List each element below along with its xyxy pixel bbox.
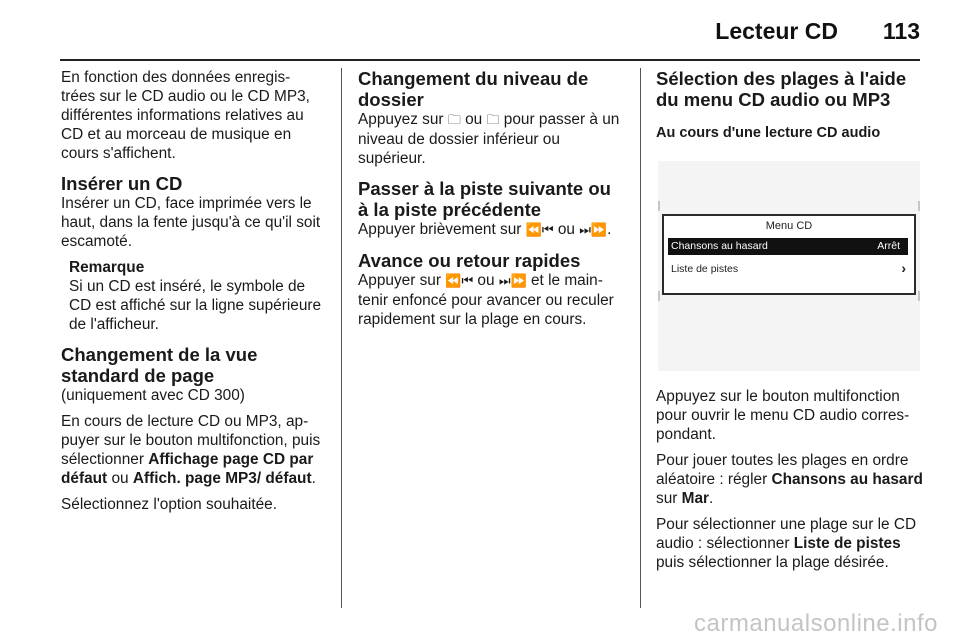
paragraph-piste-suivante bbox=[358, 220, 626, 240]
column-divider-1 bbox=[341, 68, 342, 608]
page-title: Lecteur CD bbox=[715, 18, 838, 44]
heading-piste-suivante: Passer à la piste suivante ou à la piste précédente bbox=[358, 178, 611, 220]
paragraph-liste-pistes bbox=[656, 515, 924, 572]
menu-item-label: Chansons au hasard bbox=[671, 240, 768, 252]
paragraph-option: Sélectionnez l'option souhaitée. bbox=[61, 496, 277, 513]
text-segment: et le main- tenir enfoncé pour avancer ou reculer rapidement sur la plage en cours. bbox=[358, 272, 614, 328]
heading-avance-retour: Avance ou retour rapides bbox=[358, 250, 581, 271]
paragraph-vue-standard bbox=[61, 412, 326, 488]
column-divider-2 bbox=[640, 68, 641, 608]
paragraph-cd300: (uniquement avec CD 300) bbox=[61, 387, 245, 404]
subheading-lecture-cd: Au cours d'une lecture CD audio bbox=[656, 125, 881, 141]
menu-item-liste-de-pistes bbox=[668, 261, 908, 278]
note-text: Si un CD est inséré, le symbole de CD est affiché sur la ligne supérieure de l'afficheur. bbox=[69, 278, 322, 333]
option-liste-de-pistes: Liste de pistes bbox=[793, 535, 901, 552]
heading-niveau-dossier: Changement du niveau de dossier bbox=[358, 68, 589, 110]
paragraph-inserer-cd: Insérer un CD, face imprimée vers le haut, dans la fente jusqu'à ce qu'il soit escamoté. bbox=[61, 195, 321, 250]
heading-selection-plages: Sélection des plages à l'aide du menu CD audio ou MP3 bbox=[656, 68, 907, 110]
text-segment: . bbox=[709, 490, 714, 507]
value-mar: Mar bbox=[681, 490, 710, 507]
intro-paragraph: En fonction des données enregis- trées sur le CD audio ou le CD MP3, différentes informations relatives au CD et au morceau de musique en cours s'affichent. bbox=[61, 69, 310, 162]
heading-vue-standard: Changement de la vue standard de page bbox=[61, 344, 258, 386]
menu-item-label: Liste de pistes bbox=[671, 263, 739, 275]
menu-cd-title: Menu CD bbox=[765, 220, 813, 232]
text-segment: ou bbox=[473, 272, 499, 289]
watermark: carmanualsonline.info bbox=[694, 610, 938, 637]
folder-down-icon: 🗀 bbox=[447, 113, 461, 128]
text-segment: ou bbox=[460, 111, 487, 128]
page-header bbox=[0, 0, 960, 62]
text-segment: . bbox=[607, 221, 612, 238]
folder-up-icon: 🗀 bbox=[486, 113, 500, 128]
heading-inserer-cd: Insérer un CD bbox=[61, 173, 183, 194]
column-right bbox=[656, 68, 924, 579]
text-segment: puis sélectionner la plage désirée. bbox=[656, 554, 889, 571]
text-segment: Appuyer brièvement sur bbox=[358, 221, 526, 238]
previous-track-icon: ⏪⏮ bbox=[525, 223, 554, 238]
paragraph-niveau-dossier bbox=[358, 110, 626, 168]
paragraph-menu-cd: Appuyez sur le bouton multifonction pour ouvrir le menu CD audio corres- pondant. bbox=[656, 388, 910, 443]
header-divider bbox=[60, 59, 920, 61]
text-segment: . bbox=[311, 470, 316, 487]
text-segment: Appuyer sur bbox=[358, 272, 446, 289]
next-track-icon: ⏭⏩ bbox=[579, 223, 608, 238]
fast-forward-icon: ⏭⏩ bbox=[498, 274, 527, 289]
paragraph-avance-retour bbox=[358, 271, 626, 329]
text-segment: pour passer à un niveau de dossier inférieur ou supérieur. bbox=[358, 111, 620, 167]
rewind-icon: ⏪⏮ bbox=[445, 274, 474, 289]
column-middle bbox=[358, 68, 626, 336]
figure-corner-mark bbox=[918, 291, 920, 301]
menu-item-chansons-au-hasard bbox=[668, 238, 908, 255]
text-segment: ou bbox=[107, 470, 133, 487]
figure-corner-mark bbox=[658, 201, 660, 211]
menu-item-value: Arrêt bbox=[877, 240, 900, 252]
text-segment: Appuyez sur bbox=[358, 111, 448, 128]
note-title: Remarque bbox=[69, 259, 145, 276]
text-segment: Pour sélectionner une plage sur le CD audio : sélectionner bbox=[656, 516, 917, 552]
figure-corner-mark bbox=[658, 291, 660, 301]
column-left bbox=[61, 68, 326, 521]
note-box bbox=[61, 258, 326, 334]
text-segment: En cours de lecture CD ou MP3, ap- puyer sur le bouton multifonction, puis sélectionner bbox=[61, 413, 321, 468]
chevron-right-icon: › bbox=[901, 260, 906, 276]
menu-cd-screen bbox=[662, 214, 916, 295]
text-segment: sur bbox=[656, 490, 682, 507]
text-segment: Pour jouer toutes les plages en ordre aléatoire : régler bbox=[656, 452, 909, 488]
figure-corner-mark bbox=[918, 201, 920, 211]
option-affichage-mp3: Affich. page MP3/ défaut bbox=[132, 470, 312, 487]
option-chansons-au-hasard: Chansons au hasard bbox=[771, 471, 923, 488]
text-segment: ou bbox=[553, 221, 580, 238]
page-number: 113 bbox=[882, 18, 920, 44]
menu-cd-figure bbox=[658, 161, 920, 371]
option-affichage-cd: Affichage page CD par défaut bbox=[61, 451, 314, 487]
paragraph-aleatoire bbox=[656, 451, 924, 508]
